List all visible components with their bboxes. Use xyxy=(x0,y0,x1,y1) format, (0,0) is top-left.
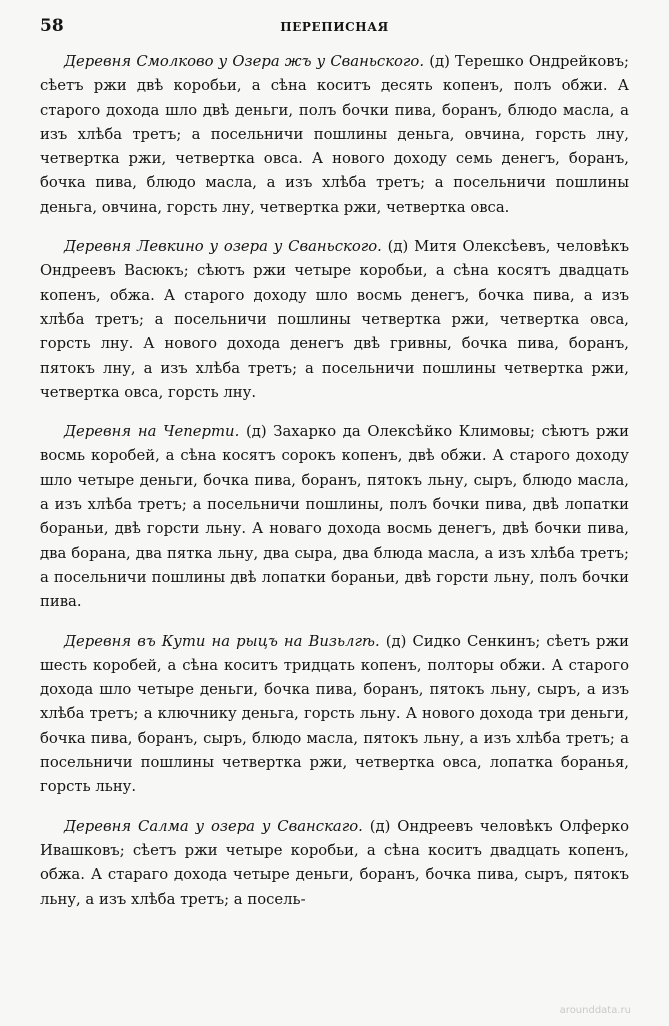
village-entry xyxy=(40,50,629,220)
running-head: ПЕРЕПИСНАЯ xyxy=(280,20,389,34)
village-entry xyxy=(40,630,629,800)
entry-title: Деревня въ Кути на рыцъ на Визьлгѣ. xyxy=(64,632,380,650)
entry-text: (д) Терешко Ондрейковъ; сѣетъ ржи двѣ коробьи, а сѣна коситъ десять копенъ, полъ обжи. А старого дохода шло двѣ деньги, полъ бочки пива, боранъ, блюдо масла, а изъ хлѣба третъ; а посельничи пошлины деньга, овчина, горсть лну, четвертка ржи, четвертка овса. А нового доходу семь денегъ, боранъ, бочка пива, блюдо масла, а изъ хлѣба третъ; а посельничи пошлины деньга, овчина, горсть лну, четвертка ржи, четвертка овса. xyxy=(40,53,629,216)
entry-title: Деревня на Чеперти. xyxy=(64,423,240,441)
entry-text: (д) Захарко да Олексѣйко Климовы; сѣютъ ржи восмь коробей, а сѣна косятъ сорокъ копенъ, двѣ обжи. А старого доходу шло четыре деньги, бочка пива, боранъ, пятокъ льну, сыръ, блюдо масла, а изъ хлѣба третъ; а посельничи пошлины, полъ бочки пива, двѣ лопатки бораньи, двѣ горсти льну. А новаго дохода восмь денегъ, двѣ бочки пива, два борана, два пятка льну, два сыра, два блюда масла, а изъ хлѣба третъ; а посельничи пошлины двѣ лопатки бораньи, двѣ горсти льну, полъ бочки пива. xyxy=(40,423,629,611)
village-entry xyxy=(40,420,629,614)
entry-text: (д) Ондреевъ человѣкъ Олферко Ивашковъ; сѣетъ ржи четыре коробьи, а сѣна коситъ двадцать копенъ, обжа. А стараго дохода четыре деньги, боранъ, бочка пива, сыръ, пятокъ льну, а изъ хлѣба третъ; а посель- xyxy=(40,817,629,908)
entry-title: Деревня Смолково у Озера жъ у Сваньского. xyxy=(64,53,425,70)
village-entry xyxy=(40,815,629,912)
entry-title: Деревня Салма у озера у Сванскаго. xyxy=(64,817,363,835)
page-number: 58 xyxy=(40,16,64,36)
watermark: arounddata.ru xyxy=(559,1005,631,1016)
entry-text: (д) Сидко Сенкинъ; сѣетъ ржи шесть коробей, а сѣна коситъ тридцать копенъ, полторы обжи. А старого дохода шло четыре деньги, бочка пива, боранъ, пятокъ льну, сыръ, а изъ хлѣба третъ; а ключнику деньга, горсть льну. А нового дохода три деньги, бочка пива, боранъ, сыръ, блюдо масла, пятокъ льну, а изъ хлѣба третъ; а посельничи пошлины четвертка ржи, четвертка овса, лопатка боранья, горсть льну. xyxy=(40,632,629,796)
entry-text: (д) Митя Олексѣевъ, человѣкъ Ондреевъ Васюкъ; сѣютъ ржи четыре коробьи, а сѣна косятъ двадцать копенъ, обжа. А старого доходу шло восмь денегъ, бочка пива, а изъ хлѣба третъ; а посельничи пошлины четвертка ржи, четвертка овса, горсть лну. А нового дохода денегъ двѣ гривны, бочка пива, боранъ, пятокъ лну, а изъ хлѣба третъ; а посельничи пошлины четвертка ржи, четвертка овса, горсть лну. xyxy=(40,238,629,401)
village-entry xyxy=(40,235,629,405)
page-header xyxy=(40,16,629,50)
entry-title: Деревня Левкино у озера у Сваньского. xyxy=(64,238,382,256)
